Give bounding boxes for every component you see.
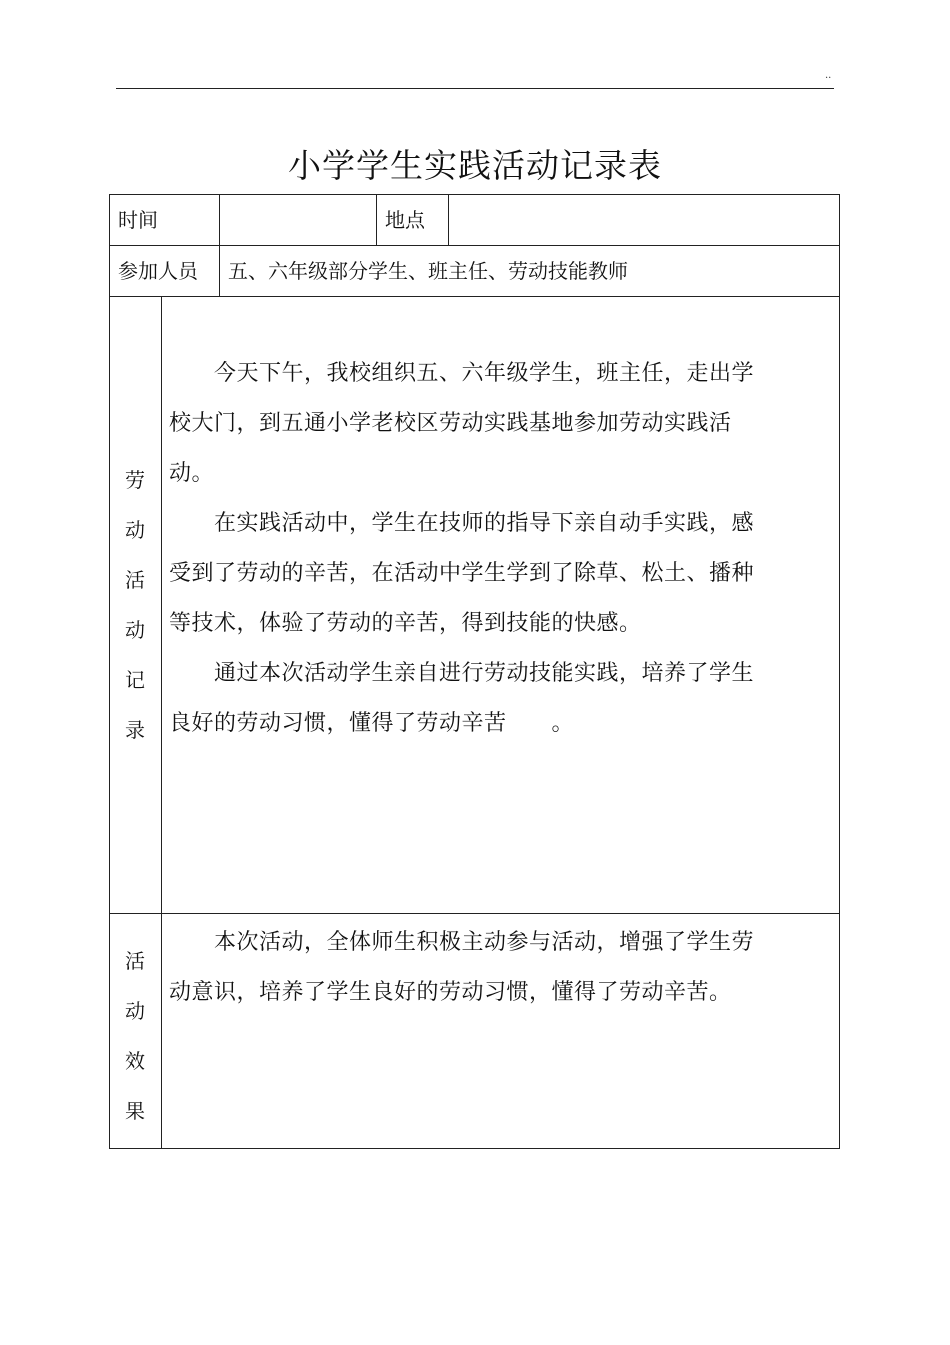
record-label-char: 活 [125,568,145,592]
header-rule [116,88,834,89]
place-label-cell [376,194,449,246]
effect-label [110,936,160,1136]
effect-label-char: 果 [125,1099,145,1123]
record-content-cell [161,296,840,914]
record-label-cell [109,296,162,914]
effect-text [169,918,754,1018]
record-line: 校大门，到五通小学老校区劳动实践基地参加劳动实践活 [169,411,732,436]
place-value-cell[interactable] [448,194,840,246]
header-mark: .. [825,70,832,81]
people-value-cell [219,245,840,297]
effect-label-char: 动 [125,999,145,1023]
effect-label-char: 效 [125,1049,145,1073]
record-line: 通过本次活动学生亲自进行劳动技能实践，培养了学生 [169,661,755,686]
place-label: 地点 [385,208,425,232]
time-label: 时间 [118,208,158,232]
effect-line: 本次活动，全体师生积极主动参与活动，增强了学生劳 [169,930,755,955]
people-label-cell [109,245,220,297]
effect-label-char: 活 [125,949,145,973]
page-title: 小学学生实践活动记录表 [288,146,662,185]
time-value-cell[interactable] [219,194,377,246]
people-value: 五、六年级部分学生、班主任、劳动技能教师 [228,259,628,283]
people-label: 参加人员 [118,259,198,283]
record-label-char: 动 [125,518,145,542]
effect-label-cell [109,913,162,1149]
record-text [169,349,754,749]
record-label [110,455,160,755]
record-line: 良好的劳动习惯，懂得了劳动辛苦 。 [169,711,575,736]
effect-line: 动意识，培养了学生良好的劳动习惯，懂得了劳动辛苦。 [169,980,732,1005]
record-line: 等技术，体验了劳动的辛苦，得到技能的快感。 [169,611,642,636]
record-label-char: 劳 [125,468,145,492]
record-line: 动。 [169,461,215,486]
record-line: 今天下午，我校组织五、六年级学生，班主任，走出学 [169,361,755,386]
effect-content-cell [161,913,840,1149]
record-line: 受到了劳动的辛苦，在活动中学生学到了除草、松土、播种 [169,561,755,586]
record-label-char: 动 [125,618,145,642]
record-label-char: 记 [125,668,145,692]
record-label-char: 录 [125,718,145,742]
time-label-cell [109,194,220,246]
record-line: 在实践活动中，学生在技师的指导下亲自动手实践，感 [169,511,755,536]
